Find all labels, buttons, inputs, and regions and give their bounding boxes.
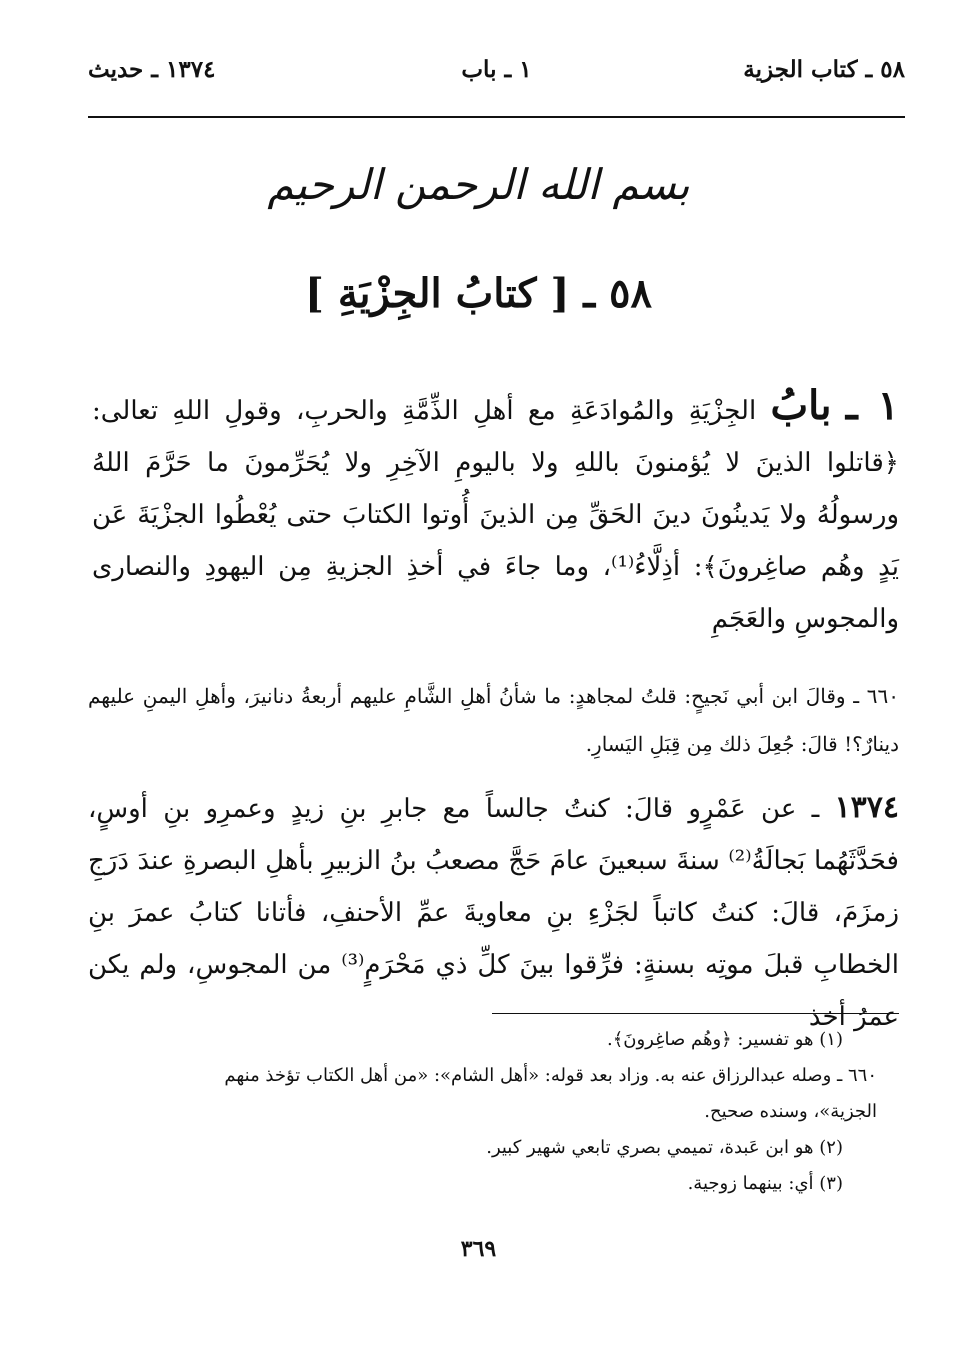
- athar-paragraph: ٦٦٠ ـ وقالَ ابن أبي نَجيحٍ: قلتُ لمجاهدٍ: ما شأنُ أهلِ الشَّامِ عليهم أربعةُ دنانيرَ، وأهلِ اليمنِ عليهم دينارٌ؟! قالَ: جُعِلَ ذلك مِن قِبَلِ اليَسارِ.: [88, 684, 899, 756]
- header-hadith-number: ١٣٧٤ ـ حديث: [88, 56, 216, 83]
- footnote-2: (٢) هو ابن عَبدة، تميمي بصري تابعي شهير كبير.: [486, 1137, 843, 1158]
- hadith-text: ـ عن عَمْرٍو قالَ: كنتُ جالساً مع جابرِ بنِ زيدٍ وعمرِو بنِ أوسٍ، فحَدَّثَهُما بَجالَةُ⁽²⁾ سنةَ سبعينَ عامَ حَجَّ مصعبُ بنُ الزبيرِ بأهلِ البصرةِ عندَ دَرَجِ زمزَمَ، قالَ: كنتُ كاتباً لجَزْءِ بنِ معاويةَ عمِّ الأحنفِ، فأتانا كتابُ عمرَ بنِ الخطابِ قبلَ موتِه بسنةٍ: فرِّقوا بينَ كلِّ ذي مَحْرَمٍ⁽³⁾ من المجوسِ، ولم يكن عمرُ أخذ: [88, 794, 900, 1032]
- footnotes: [88, 1022, 877, 1202]
- footnote-rule: [492, 1013, 899, 1014]
- bab-heading-paragraph: [92, 380, 899, 645]
- footnote-3: (٣) أي: بينهما زوجية.: [687, 1173, 843, 1194]
- page-number: ٣٦٩: [460, 1236, 497, 1262]
- bab-word: بابُ: [770, 382, 832, 429]
- bab-number: ١ ـ: [845, 382, 900, 429]
- hadith-paragraph: [88, 782, 899, 1043]
- bab-text: الجِزْيَةِ والمُوادَعَةِ مع أهلِ الذِّمَّةِ والحربِ، وقولِ اللهِ تعالى: ﴿قاتلوا الذينَ لا يُؤمنونَ باللهِ ولا باليومِ الآخِرِ ولا يُحَرِّمونَ ما حَرَّمَ اللهُ ورسولُهُ ولا يَدينُونَ دينَ الحَقِّ مِن الذينَ أُوتوا الكتابَ حتى يُعْطُوا الجزْيَةَ عَن يَدٍ وهُم صاغِرونَ﴾: أذِلَّاءُ⁽¹⁾، وما جاءَ في أخذِ الجزيةِ مِن اليهودِ والنصارى والمجوسِ والعَجَمِ: [92, 396, 899, 634]
- basmala: بسم الله الرحمن الرحيم: [267, 160, 690, 209]
- header-rule: [88, 116, 905, 118]
- footnote-660-line1: ٦٦٠ ـ وصله عبدالرزاق عنه به. وزاد بعد قوله: «أهل الشام»: «من أهل الكتاب تؤخذ منهم: [224, 1065, 877, 1086]
- header-chapter: ١ ـ باب: [461, 56, 532, 83]
- footnote-660-line2: الجزية»، وسنده صحيح.: [704, 1101, 877, 1122]
- header-book-name: ٥٨ ـ كتاب الجزية: [743, 56, 905, 83]
- hadith-number: ١٣٧٤: [834, 790, 899, 825]
- running-header: [88, 56, 905, 96]
- book-title: ٥٨ ـ [ كتابُ الجِزْيَةِ ]: [305, 270, 652, 317]
- footnote-1: (١) هو تفسير: ﴿وهُم صاغِرونَ﴾.: [606, 1029, 843, 1050]
